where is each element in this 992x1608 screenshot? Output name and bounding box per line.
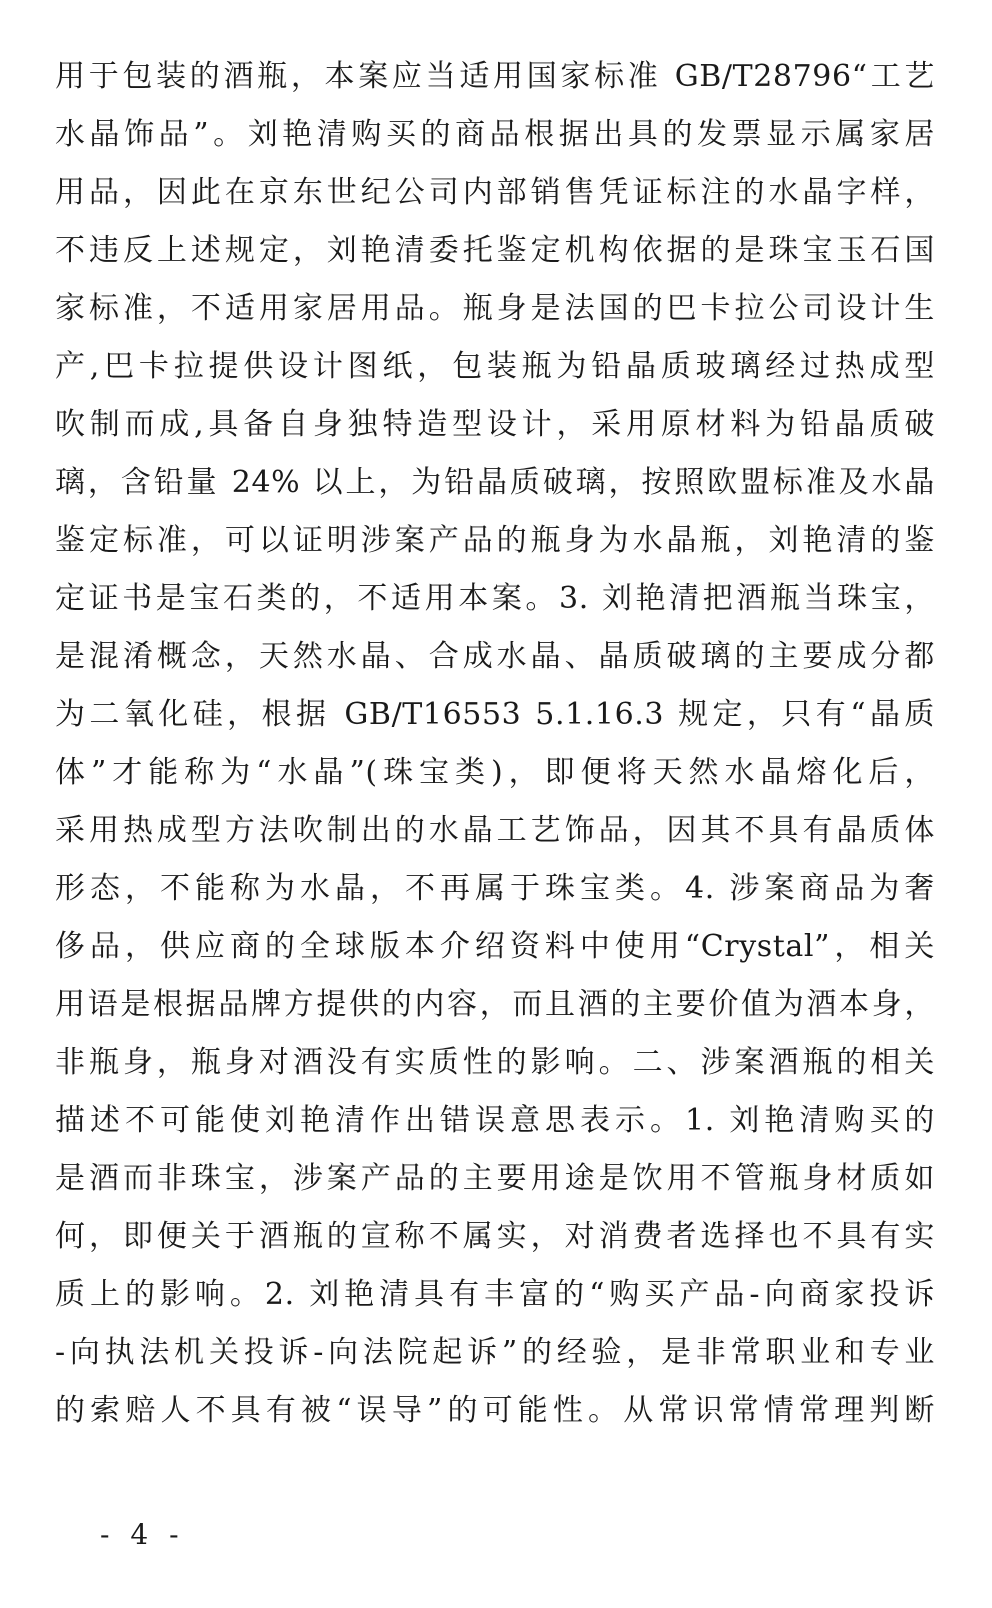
body-text <box>55 48 935 1440</box>
text-line: 用于包装的酒瓶，本案应当适用国家标准 GB/T28796“工艺 <box>55 59 935 94</box>
text-line: 体”才能称为“水晶”(珠宝类)，即便将天然水晶熔化后， <box>55 755 935 790</box>
text-line: 鉴定标准，可以证明涉案产品的瓶身为水晶瓶，刘艳清的鉴 <box>55 523 935 558</box>
text-line: 用语是根据品牌方提供的内容，而且酒的主要价值为酒本身， <box>55 987 935 1022</box>
text-line: 用品，因此在京东世纪公司内部销售凭证标注的水晶字样， <box>55 175 935 210</box>
text-line: 定证书是宝石类的，不适用本案。3. 刘艳清把酒瓶当珠宝， <box>55 581 935 616</box>
text-line: 产,巴卡拉提供设计图纸，包装瓶为铅晶质玻璃经过热成型 <box>55 349 935 384</box>
text-line: 非瓶身，瓶身对酒没有实质性的影响。二、涉案酒瓶的相关 <box>55 1045 935 1080</box>
text-line: 家标准，不适用家居用品。瓶身是法国的巴卡拉公司设计生 <box>55 291 935 326</box>
text-line: 是酒而非珠宝，涉案产品的主要用途是饮用不管瓶身材质如 <box>55 1161 935 1196</box>
text-line: 侈品，供应商的全球版本介绍资料中使用“Crystal”，相关 <box>55 929 935 964</box>
text-line: 形态，不能称为水晶，不再属于珠宝类。4. 涉案商品为奢 <box>55 871 935 906</box>
text-line: 采用热成型方法吹制出的水晶工艺饰品，因其不具有晶质体 <box>55 813 935 848</box>
text-line: 不违反上述规定，刘艳清委托鉴定机构依据的是珠宝玉石国 <box>55 233 935 268</box>
text-line: -向执法机关投诉-向法院起诉”的经验，是非常职业和专业 <box>55 1335 935 1370</box>
text-line: 璃，含铅量 24% 以上，为铅晶质破璃，按照欧盟标准及水晶 <box>55 465 935 500</box>
text-line: 描述不可能使刘艳清作出错误意思表示。1. 刘艳清购买的 <box>55 1103 935 1138</box>
text-line: 吹制而成,具备自身独特造型设计，采用原材料为铅晶质破 <box>55 407 935 442</box>
text-line: 何，即便关于酒瓶的宣称不属实，对消费者选择也不具有实 <box>55 1219 935 1254</box>
text-line: 质上的影响。2. 刘艳清具有丰富的“购买产品-向商家投诉 <box>55 1277 935 1312</box>
text-line: 是混淆概念，天然水晶、合成水晶、晶质破璃的主要成分都 <box>55 639 935 674</box>
page-number: - 4 - <box>100 1518 185 1551</box>
text-line: 水晶饰品”。刘艳清购买的商品根据出具的发票显示属家居 <box>55 117 935 152</box>
text-line: 的索赔人不具有被“误导”的可能性。从常识常情常理判断 <box>55 1393 935 1428</box>
text-line: 为二氧化硅，根据 GB/T16553 5.1.16.3 规定，只有“晶质 <box>55 697 935 732</box>
